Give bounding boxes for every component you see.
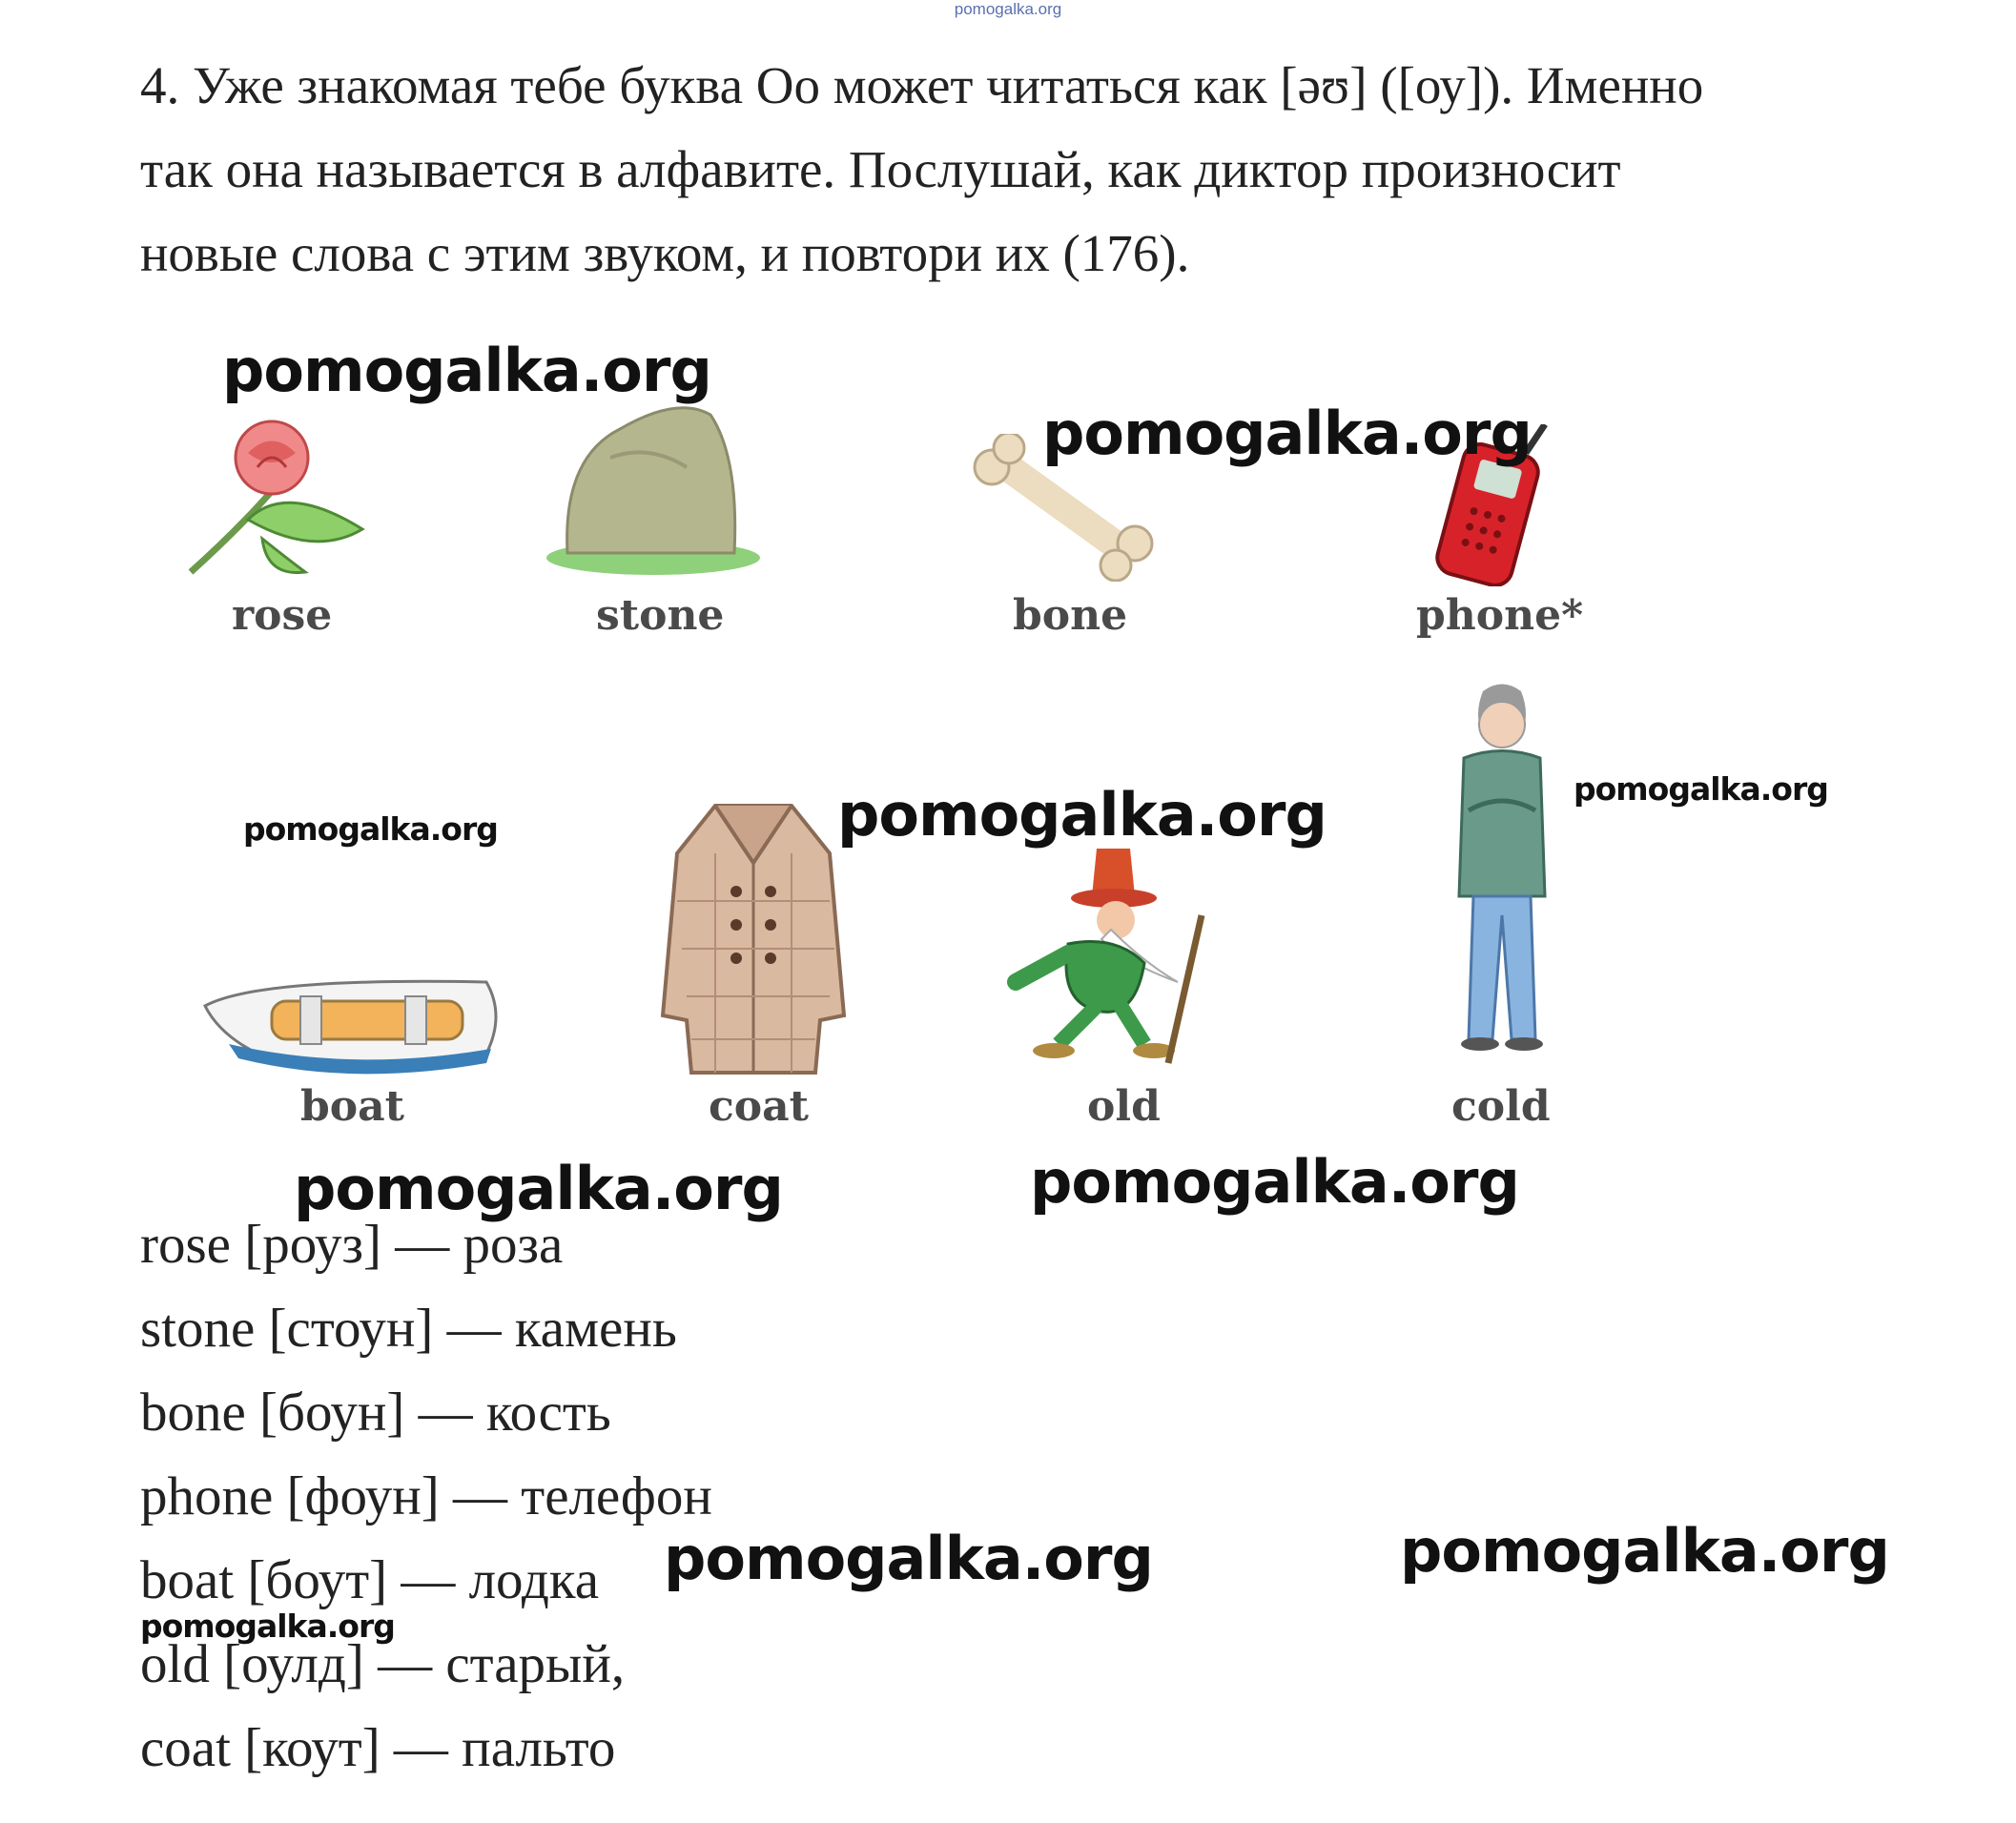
vocabulary-list xyxy=(140,1203,712,1791)
caption-bone: bone xyxy=(1013,591,1128,640)
watermark: pomogalka.org xyxy=(837,780,1327,850)
rose-icon xyxy=(181,415,372,582)
vocab-item: boat [боут] — лодка xyxy=(140,1550,600,1610)
caption-boat: boat xyxy=(300,1082,404,1131)
caption-stone: stone xyxy=(596,591,725,640)
top-watermark: pomogalka.org xyxy=(954,0,1062,18)
watermark: pomogalka.org xyxy=(294,1154,783,1223)
intro-line: так она называется в алфавите. Послушай, как диктор произносит xyxy=(140,140,1621,198)
caption-coat: coat xyxy=(709,1082,809,1131)
watermark: pomogalka.org xyxy=(1030,1147,1519,1217)
coat-icon xyxy=(658,796,849,1082)
watermark: pomogalka.org xyxy=(1574,770,1828,808)
intro-line: новые слова с этим звуком, и повтори их (176). xyxy=(140,224,1190,282)
caption-phone: phone* xyxy=(1416,591,1584,640)
caption-old: old xyxy=(1087,1082,1161,1131)
exercise-text xyxy=(140,44,1933,296)
stone-icon xyxy=(544,391,763,577)
cold-person-icon xyxy=(1430,677,1574,1058)
vocab-item: old [оулд] — старый, xyxy=(140,1634,626,1694)
boat-icon xyxy=(200,958,505,1082)
watermark: pomogalka.org xyxy=(243,810,498,848)
watermark: pomogalka.org xyxy=(222,336,711,405)
watermark: pomogalka.org xyxy=(1042,399,1532,468)
caption-cold: cold xyxy=(1451,1082,1551,1131)
vocab-item: coat [коут] — пальто xyxy=(140,1718,616,1778)
watermark: pomogalka.org xyxy=(1400,1516,1889,1586)
vocab-item: stone [стоун] — камень xyxy=(140,1299,677,1359)
watermark: pomogalka.org xyxy=(140,1608,395,1645)
watermark: pomogalka.org xyxy=(664,1524,1153,1593)
vocab-item: bone [боун] — кость xyxy=(140,1383,611,1443)
intro-line: 4. Уже знакомая тебе буква Оо может читаться как [əʊ] ([оу]). Именно xyxy=(140,56,1704,114)
caption-rose: rose xyxy=(232,591,333,640)
vocab-item: rose [роуз] — роза xyxy=(140,1215,564,1275)
vocab-item: phone [фоун] — телефон xyxy=(140,1466,712,1526)
old-man-icon xyxy=(1001,839,1249,1068)
